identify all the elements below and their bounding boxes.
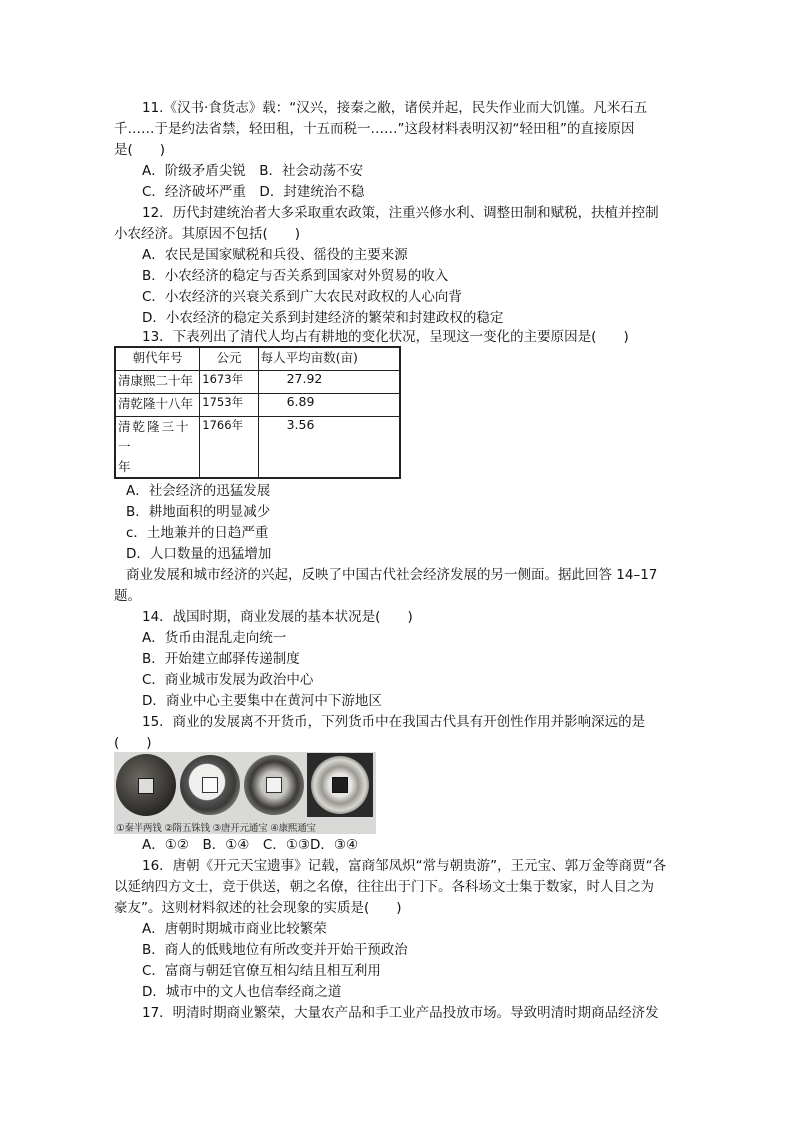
sui-wuzhu-coin-image: [180, 755, 240, 815]
table-cell-area: 6.89: [258, 394, 400, 417]
q12-option-d: D．小农经济的稳定关系到封建经济的繁荣和封建政权的稳定: [142, 310, 504, 326]
q15-options: A．①② B．①④ C．①③D．③④: [142, 837, 359, 853]
table-cell-dynasty-wrap: 年: [118, 459, 131, 474]
q14-option-b: B．开始建立邮驿传递制度: [142, 651, 300, 667]
q12-option-a: A．农民是国家赋税和兵役、徭役的主要来源: [142, 247, 408, 263]
q12-line-2: 小农经济。其原因不包括( ): [114, 226, 301, 242]
lead-line-1: 商业发展和城市经济的兴起，反映了中国古代社会经济发展的另一侧面。据此回答 14–17: [126, 567, 658, 583]
table-row: [115, 417, 400, 479]
q14-option-d: D．商业中心主要集中在黄河中下游地区: [142, 693, 382, 709]
q16-line-2: 以延纳四方文士，竞于供送，朝之名僚，往往出于门下。各科场文士集于数家，时人目之为: [114, 879, 654, 895]
table-cell-year: 1673年: [200, 371, 258, 394]
kangxi-tongbao-coin-image: [311, 756, 369, 814]
q13-line-1: 13．下表列出了清代人均占有耕地的变化状况，呈现这一变化的主要原因是( ): [142, 329, 629, 345]
q15-line-1: 15．商业的发展离不开货币，下列货币中在我国古代具有开创性作用并影响深远的是: [142, 714, 646, 730]
q13-option-b: B．耕地面积的明显减少: [126, 504, 271, 520]
table-header-dynasty: 朝代年号: [115, 347, 200, 371]
q13-option-d: D．人口数量的迅猛增加: [126, 546, 272, 562]
q11-options-ab: A．阶级矛盾尖锐 B．社会动荡不安: [142, 163, 363, 179]
coins-caption: ①秦半两钱 ②隋五铢钱 ③唐开元通宝 ④康熙通宝: [116, 823, 316, 834]
q11-line-1: 11.《汉书·食货志》载：“汉兴，接秦之敝，诸侯并起，民失作业而大饥馑。凡米石五: [142, 100, 648, 116]
q13-option-a: A．社会经济的迅猛发展: [126, 483, 271, 499]
table-cell-area: 3.56: [258, 417, 400, 479]
q16-option-a: A．唐朝时期城市商业比较繁荣: [142, 921, 327, 937]
q12-line-1: 12．历代封建统治者大多采取重农政策，注重兴修水利、调整田制和赋税，扶植并控制: [142, 205, 659, 221]
q14-option-c: C．商业城市发展为政治中心: [142, 672, 314, 688]
q16-option-c: C．富商与朝廷官僚互相勾结且相互利用: [142, 963, 381, 979]
farmland-table: [114, 346, 401, 479]
q16-line-1: 16．唐朝《开元天宝遗事》记载，富商邹凤炽“常与朝贵游”，王元宝、郭万金等商贾“各: [142, 858, 667, 874]
table-header-row: [115, 347, 400, 371]
q17-line-1: 17．明清时期商业繁荣，大量农产品和手工业产品投放市场。导致明清时期商品经济发: [142, 1005, 659, 1021]
table-row: [115, 394, 400, 417]
kangxi-coin-frame: [307, 753, 373, 817]
table-header-year: 公元: [200, 347, 258, 371]
q11-line-2: 千……于是约法省禁，轻田租，十五而税一……”这段材料表明汉初“轻田租”的直接原因: [114, 121, 635, 137]
q16-option-d: D．城市中的文人也信奉经商之道: [142, 984, 342, 1000]
table-row: [115, 371, 400, 394]
table-cell-dynasty: 清康熙二十年: [115, 371, 200, 394]
coins-image: [114, 752, 376, 834]
q14-option-a: A．货币由混乱走向统一: [142, 630, 287, 646]
table-cell-year: 1753年: [200, 394, 258, 417]
qin-banliang-coin-image: [116, 754, 176, 816]
table-cell-area: 27.92: [258, 371, 400, 394]
lead-line-2: 题。: [114, 588, 141, 604]
q16-line-3: 豪友”。这则材料叙述的社会现象的实质是( ): [114, 900, 402, 916]
q14-line-1: 14．战国时期，商业发展的基本状况是( ): [142, 609, 413, 625]
table-cell-year: 1766年: [200, 417, 258, 479]
q15-line-2: ( ): [114, 735, 152, 751]
table-cell-dynasty: [115, 417, 200, 479]
q11-options-cd: C．经济破坏严重 D．封建统治不稳: [142, 184, 365, 200]
table-header-area: 每人平均亩数(亩): [258, 347, 400, 371]
q16-option-b: B．商人的低贱地位有所改变并开始干预政治: [142, 942, 408, 958]
tang-kaiyuan-coin-image: [244, 755, 304, 815]
table-cell-dynasty: 清乾隆十八年: [115, 394, 200, 417]
q13-option-c: c．土地兼并的日趋严重: [126, 525, 269, 541]
q12-option-b: B．小农经济的稳定与否关系到国家对外贸易的收入: [142, 268, 449, 284]
table-cell-dynasty-text: 清乾隆三十一: [118, 419, 191, 454]
q12-option-c: C．小农经济的兴衰关系到广大农民对政权的人心向背: [142, 289, 462, 305]
q11-line-3: 是( ): [114, 142, 166, 158]
